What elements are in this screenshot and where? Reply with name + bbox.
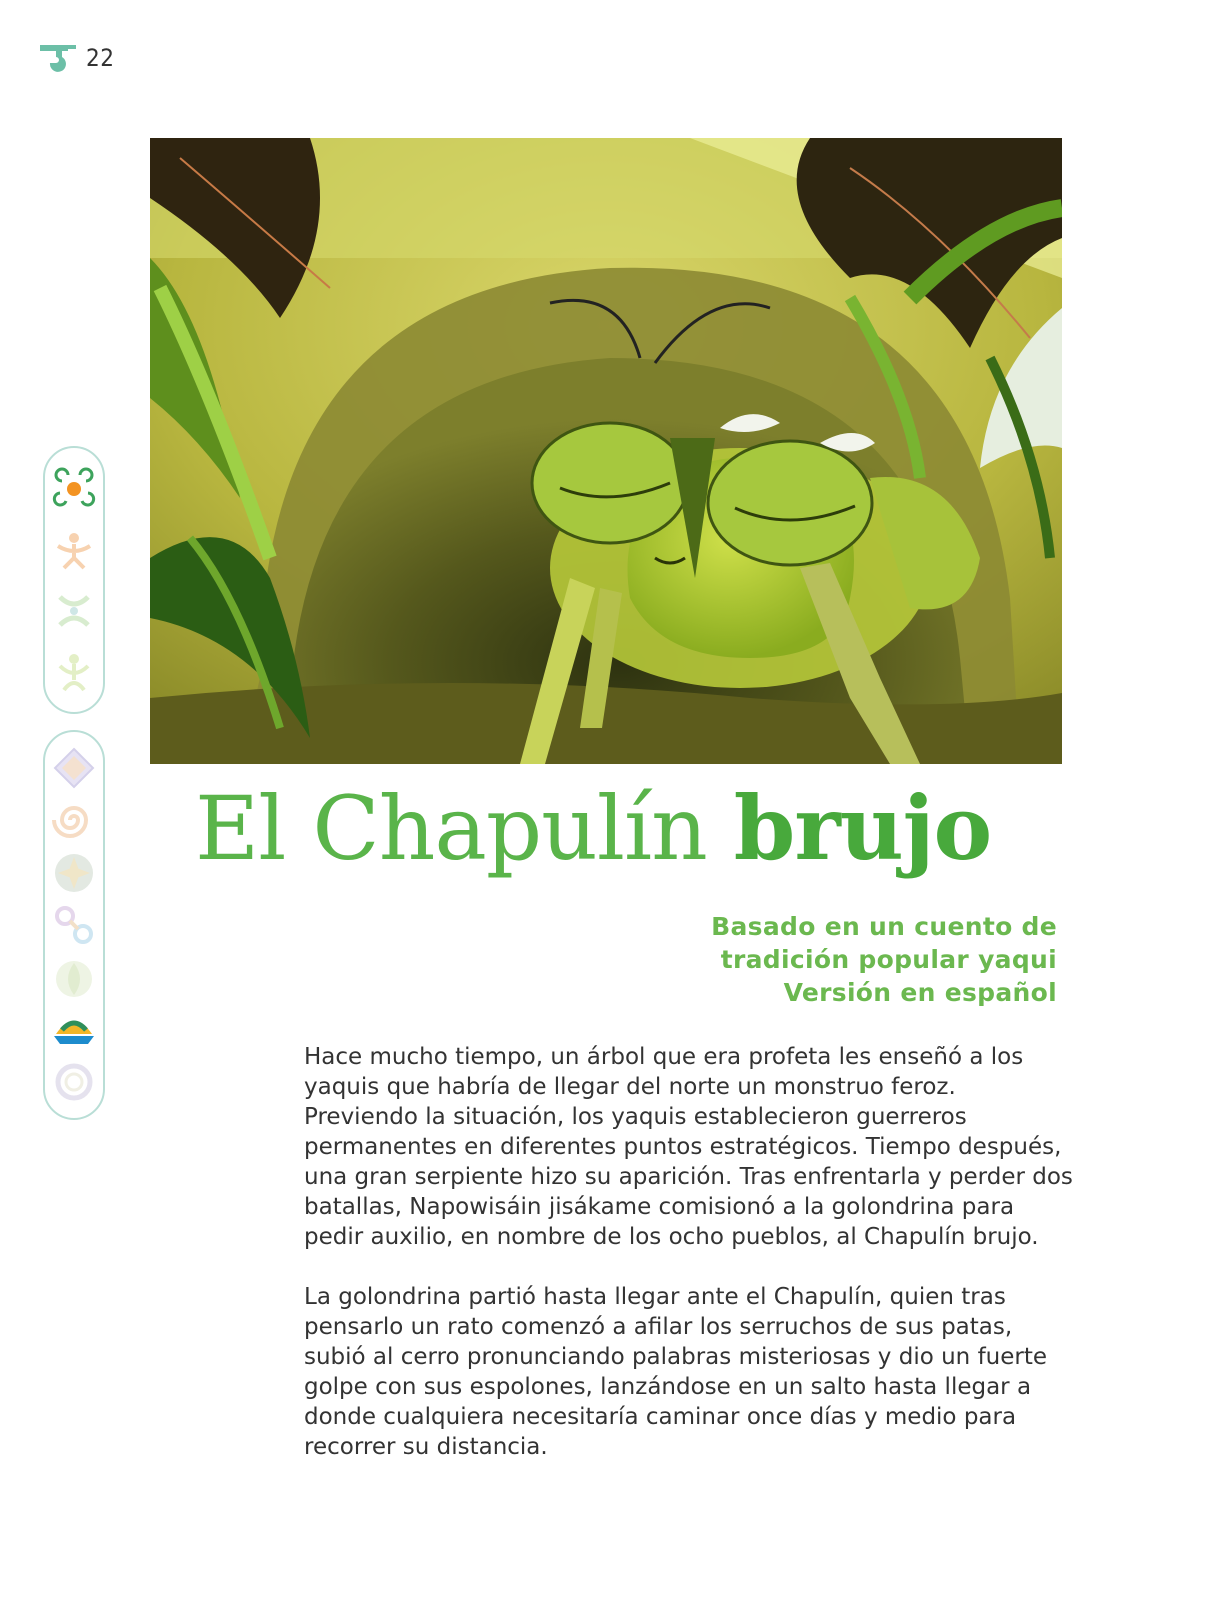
figure-icon[interactable] bbox=[51, 588, 97, 634]
page-number: 22 bbox=[86, 44, 115, 72]
ring-icon[interactable] bbox=[51, 1059, 97, 1105]
title-bold: brujo bbox=[733, 776, 992, 880]
subtitle-line-2: tradición popular yaqui bbox=[720, 945, 1057, 974]
leaf-icon[interactable] bbox=[51, 954, 97, 1000]
page-header bbox=[38, 38, 114, 78]
turtle-shell-icon[interactable] bbox=[51, 1007, 97, 1053]
paragraph-2: La golondrina partió hasta llegar ante el Chapulín, quien tras pensarlo un rato comenzó a afilar los serruchos de sus patas, subió al cerro pronunciando palabras misteriosas y dio un fuerte golpe con sus espolones, lanzándose en un salto hasta llegar a donde cualquiera necesitaría caminar once días y medio para recorrer su distancia. bbox=[304, 1284, 1048, 1460]
title-regular: El Chapulín bbox=[195, 777, 707, 880]
story-body bbox=[304, 1042, 1074, 1492]
subtitle-line-3: Versión en español bbox=[783, 978, 1057, 1007]
side-nav-bottom bbox=[43, 730, 105, 1120]
chapulin-illustration bbox=[150, 138, 1062, 764]
subtitle-line-1: Basado en un cuento de bbox=[711, 912, 1057, 941]
dancer-icon[interactable] bbox=[51, 527, 97, 573]
paragraph-1: Hace mucho tiempo, un árbol que era profeta les enseñó a los yaquis que habría de llegar del norte un monstruo feroz. Previendo la situación, los yaquis establecieron guerreros permanentes en diferentes puntos estratégicos. Tiempo después, una gran serpiente hizo su aparición. Tras enfrentarla y perder dos batallas, Napowisáin jisákame comisionó a la golondrina para pedir auxilio, en nombre de los ocho pueblos, al Chapulín brujo. bbox=[304, 1044, 1073, 1250]
sun-flower-icon[interactable] bbox=[51, 466, 97, 512]
chain-icon[interactable] bbox=[51, 902, 97, 948]
story-title bbox=[195, 776, 992, 880]
spiral-icon[interactable] bbox=[51, 797, 97, 843]
book-corner-icon bbox=[38, 39, 78, 77]
side-nav-top bbox=[43, 446, 105, 714]
star-circle-icon[interactable] bbox=[51, 850, 97, 896]
diamond-icon[interactable] bbox=[51, 745, 97, 791]
story-subtitle bbox=[711, 910, 1057, 1009]
sprout-icon[interactable] bbox=[51, 649, 97, 695]
